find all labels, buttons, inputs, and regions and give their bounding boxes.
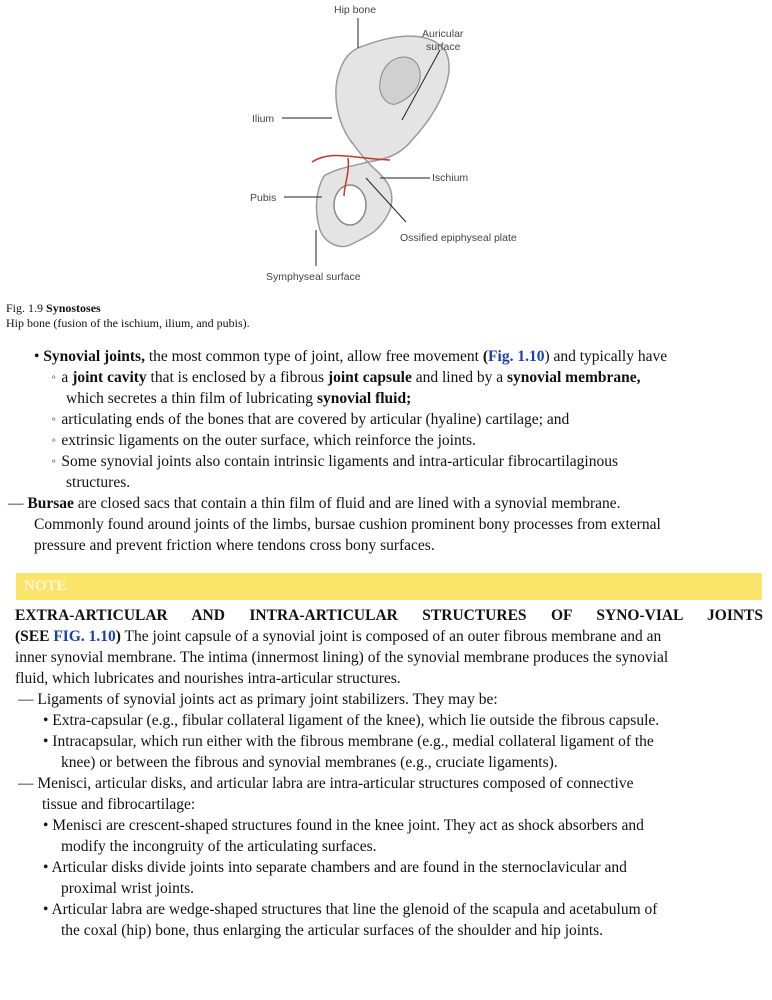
text-span: a bbox=[61, 369, 73, 386]
sub-item-articulating-ends bbox=[50, 409, 569, 430]
sub-item-joint-cavity bbox=[50, 367, 640, 388]
menisci-bullet: • Menisci are crescent-shaped structures found in the knee joint. They act as shock absorbers and bbox=[43, 817, 644, 834]
text-span: and lined by a bbox=[411, 369, 508, 386]
text-span: ) bbox=[115, 628, 121, 645]
label-hip-bone: Hip bone bbox=[334, 4, 377, 16]
label-auricular-surface: surface bbox=[426, 41, 461, 53]
open-circle-bullet-icon: ⚬ bbox=[50, 435, 58, 445]
sub-item-intrinsic-ligaments-cont: structures. bbox=[66, 474, 131, 491]
text-span: that is enclosed by a fibrous bbox=[146, 369, 328, 386]
fig-1-10-link[interactable]: Fig. 1.10 bbox=[488, 348, 545, 365]
label-ischium: Ischium bbox=[432, 172, 469, 184]
fig-1-10-link[interactable]: FIG. 1.10 bbox=[53, 628, 116, 645]
menisci-bullet-cont: modify the incongruity of the articulating surfaces. bbox=[61, 838, 377, 855]
articular-labra-bullet: • Articular labra are wedge-shaped structures that line the glenoid of the scapula and acetabulum of bbox=[43, 901, 658, 918]
label-ossified-plate: Ossified epiphyseal plate bbox=[400, 232, 517, 244]
joint-capsule-term: joint capsule bbox=[327, 369, 412, 386]
bursae-line-2: Commonly found around joints of the limbs, bursae cushion prominent bony processes from external bbox=[34, 516, 661, 533]
note-heading: EXTRA-ARTICULAR AND INTRA-ARTICULAR STRUCTURES OF SYNO-VIAL JOINTS bbox=[15, 607, 763, 624]
extra-capsular-item: • Extra-capsular (e.g., fibular collateral ligament of the knee), which lie outside the fibrous capsule. bbox=[43, 712, 660, 729]
sub-item-extrinsic-ligaments bbox=[50, 430, 476, 451]
label-auricular: Auricular bbox=[422, 28, 464, 40]
bursae-term: Bursae bbox=[27, 495, 74, 512]
text-span: extrinsic ligaments on the outer surface, which reinforce the joints. bbox=[61, 432, 476, 449]
ligaments-item: — Ligaments of synovial joints act as primary joint stabilizers. They may be: bbox=[18, 691, 498, 708]
synovial-joints-term: Synovial joints, bbox=[43, 348, 145, 365]
synovial-joints-line bbox=[34, 346, 667, 367]
text-span: ( bbox=[482, 348, 489, 365]
intracapsular-item-cont: knee) or between the fibrous and synovial membranes (e.g., cruciate ligaments). bbox=[61, 754, 558, 771]
note-label: NOTE bbox=[24, 578, 67, 594]
caption-prefix: Fig. 1.9 bbox=[6, 301, 44, 315]
bullet: • bbox=[34, 348, 40, 365]
open-circle-bullet-icon: ⚬ bbox=[50, 456, 58, 466]
note-body bbox=[15, 605, 763, 941]
text-span: The joint capsule of a synovial joint is composed of an outer fibrous membrane and an bbox=[120, 628, 662, 645]
caption-text: Hip bone (fusion of the ischium, ilium, and pubis). bbox=[6, 316, 250, 330]
bursae-line-3: pressure and prevent friction where tendons cross bony surfaces. bbox=[34, 537, 435, 554]
intracapsular-item: • Intracapsular, which run either with the fibrous membrane (e.g., medial collateral ligament of the bbox=[43, 733, 654, 750]
text-span: are closed sacs that contain a thin film of fluid and are lined with a synovial membrane. bbox=[73, 495, 621, 512]
figure-caption bbox=[6, 301, 250, 331]
caption-title: Synostoses bbox=[46, 301, 101, 315]
hip-bone-illustration bbox=[240, 0, 540, 290]
sub-item-intrinsic-ligaments bbox=[50, 451, 618, 472]
text-span: (SEE bbox=[15, 628, 54, 645]
text-span: the most common type of joint, allow free movement bbox=[144, 348, 483, 365]
text-span: articulating ends of the bones that are covered by articular (hyaline) cartilage; and bbox=[61, 411, 570, 428]
note-banner bbox=[16, 573, 762, 600]
articular-disks-bullet-cont: proximal wrist joints. bbox=[61, 880, 195, 897]
hip-bone-figure bbox=[240, 0, 540, 290]
note-paragraph-line-1 bbox=[15, 626, 763, 647]
open-circle-bullet-icon: ⚬ bbox=[50, 414, 58, 424]
note-paragraph-line-2: inner synovial membrane. The intima (innermost lining) of the synovial membrane produces the synovial bbox=[15, 649, 669, 666]
label-symphyseal-surface: Symphyseal surface bbox=[266, 271, 361, 283]
articular-disks-bullet: • Articular disks divide joints into separate chambers and are found in the sternoclavicular and bbox=[43, 859, 627, 876]
note-paragraph-line-3: fluid, which lubricates and nourishes intra-articular structures. bbox=[15, 670, 401, 687]
synovial-fluid-term: synovial fluid; bbox=[316, 390, 412, 407]
dash: — bbox=[8, 495, 24, 512]
articular-labra-bullet-cont: the coxal (hip) bone, thus enlarging the articular surfaces of the shoulder and hip joints. bbox=[61, 922, 604, 939]
bursae-line bbox=[8, 493, 621, 514]
menisci-item-cont: tissue and fibrocartilage: bbox=[42, 796, 196, 813]
text-span: which secretes a thin film of lubricating bbox=[66, 390, 317, 407]
obturator-foramen bbox=[334, 185, 366, 225]
text-span: Some synovial joints also contain intrinsic ligaments and intra-articular fibrocartilaginous bbox=[61, 453, 618, 470]
menisci-item: — Menisci, articular disks, and articular labra are intra-articular structures composed of connective bbox=[18, 775, 634, 792]
sub-item-joint-cavity-cont bbox=[66, 388, 411, 409]
label-pubis: Pubis bbox=[250, 192, 277, 204]
open-circle-bullet-icon: ⚬ bbox=[50, 372, 58, 382]
joint-cavity-term: joint cavity bbox=[72, 369, 147, 386]
label-ilium: Ilium bbox=[252, 113, 275, 125]
text-span: ) and typically have bbox=[544, 348, 668, 365]
synovial-membrane-term: synovial membrane, bbox=[507, 369, 641, 386]
